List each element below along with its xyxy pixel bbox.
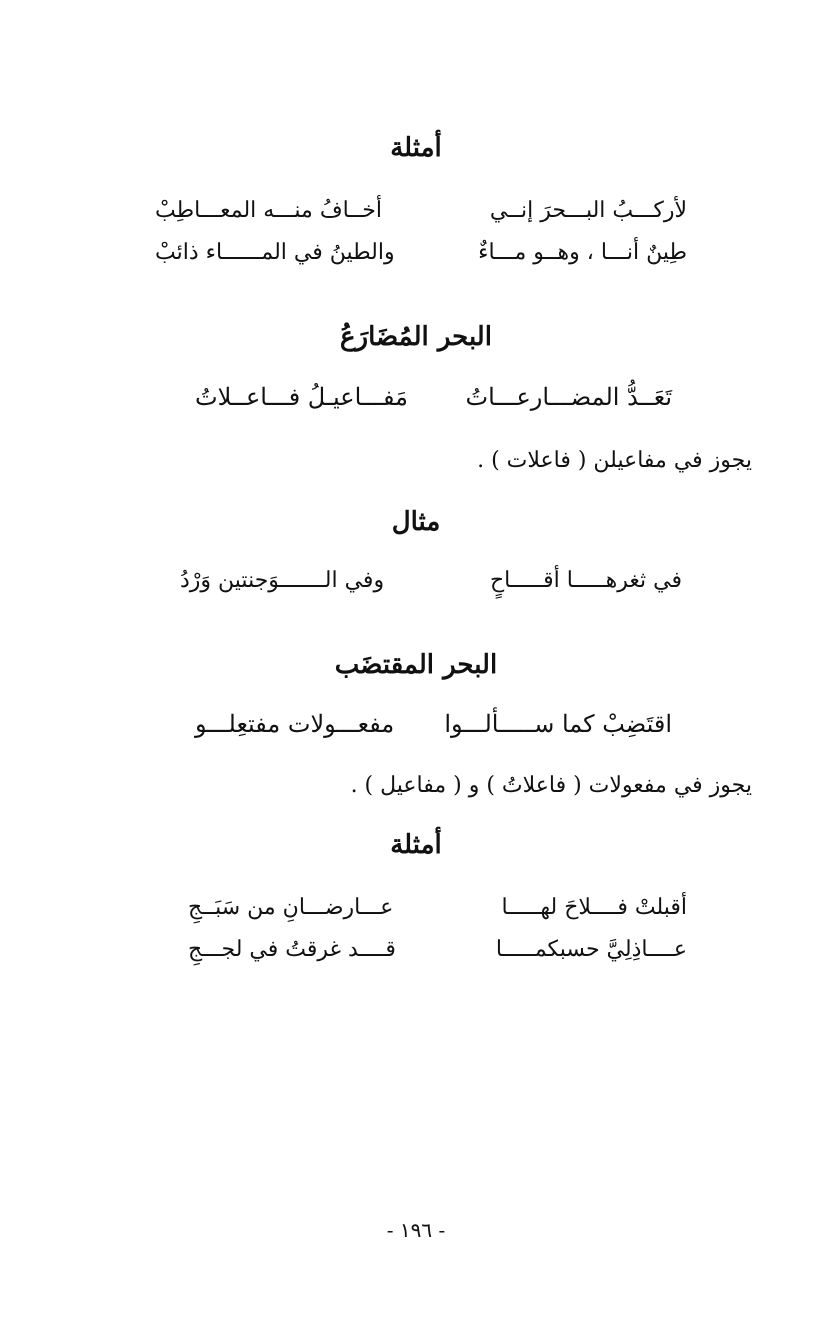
section-heading-example: مثال (391, 507, 441, 537)
verse-line-2-first-hemistich: طِينٌ أنـــا ، وهــو مـــاءٌ (478, 240, 687, 265)
note-muqtadab-permissible: يجوز في مفعولات ( فاعلاتُ ) و ( مفاعيل ) . (350, 773, 752, 798)
verse-line-1-first-hemistich: لأركـــبُ البـــحرَ إنــي (489, 198, 687, 223)
section-heading-examples-2: أمثلة (390, 830, 442, 860)
meter-line-muqtadab-second-hemistich: مفعـــولات مفتعِلـــو (195, 710, 395, 738)
verse-line-4-second-hemistich: عـــارضـــانِ من سَبَــجِ (188, 895, 394, 920)
verse-line-2-second-hemistich: والطينُ في المــــــاء ذائبْ (155, 240, 395, 265)
verse-line-4-first-hemistich: أقبلتْ فــــلاحَ لهـــــا (501, 895, 687, 920)
section-heading-mudari: البحر المُضَارَعُ (340, 322, 492, 352)
meter-line-mudari-second-hemistich: مَفـــاعيـلُ فـــاعــلاتُ (195, 383, 408, 411)
page-number: - ١٩٦ - (386, 1218, 446, 1242)
note-mudari-permissible: يجوز في مفاعيلن ( فاعلات ) . (477, 448, 752, 473)
verse-line-5-second-hemistich: قــــد غرقتُ في لجـــجِ (188, 937, 396, 962)
verse-line-3-first-hemistich: في ثغرهـــــا أقـــــاحٍ (489, 568, 682, 593)
verse-line-3-second-hemistich: وفي الـــــــوَجنتين وَرْدُ (180, 568, 385, 593)
section-heading-muqtadab: البحر المقتضَب (334, 650, 498, 680)
verse-line-5-first-hemistich: عــــاذِلِيَّ حسبكمـــــا (495, 937, 687, 962)
verse-line-1-second-hemistich: أخــافُ منـــه المعـــاطِبْ (155, 198, 382, 223)
section-heading-examples-1: أمثلة (390, 133, 442, 163)
meter-line-muqtadab-first-hemistich: اقتَضِبْ كما ســـــألـــوا (444, 710, 672, 738)
meter-line-mudari-first-hemistich: تَعَــدُّ المضـــارعـــاتُ (465, 383, 672, 411)
